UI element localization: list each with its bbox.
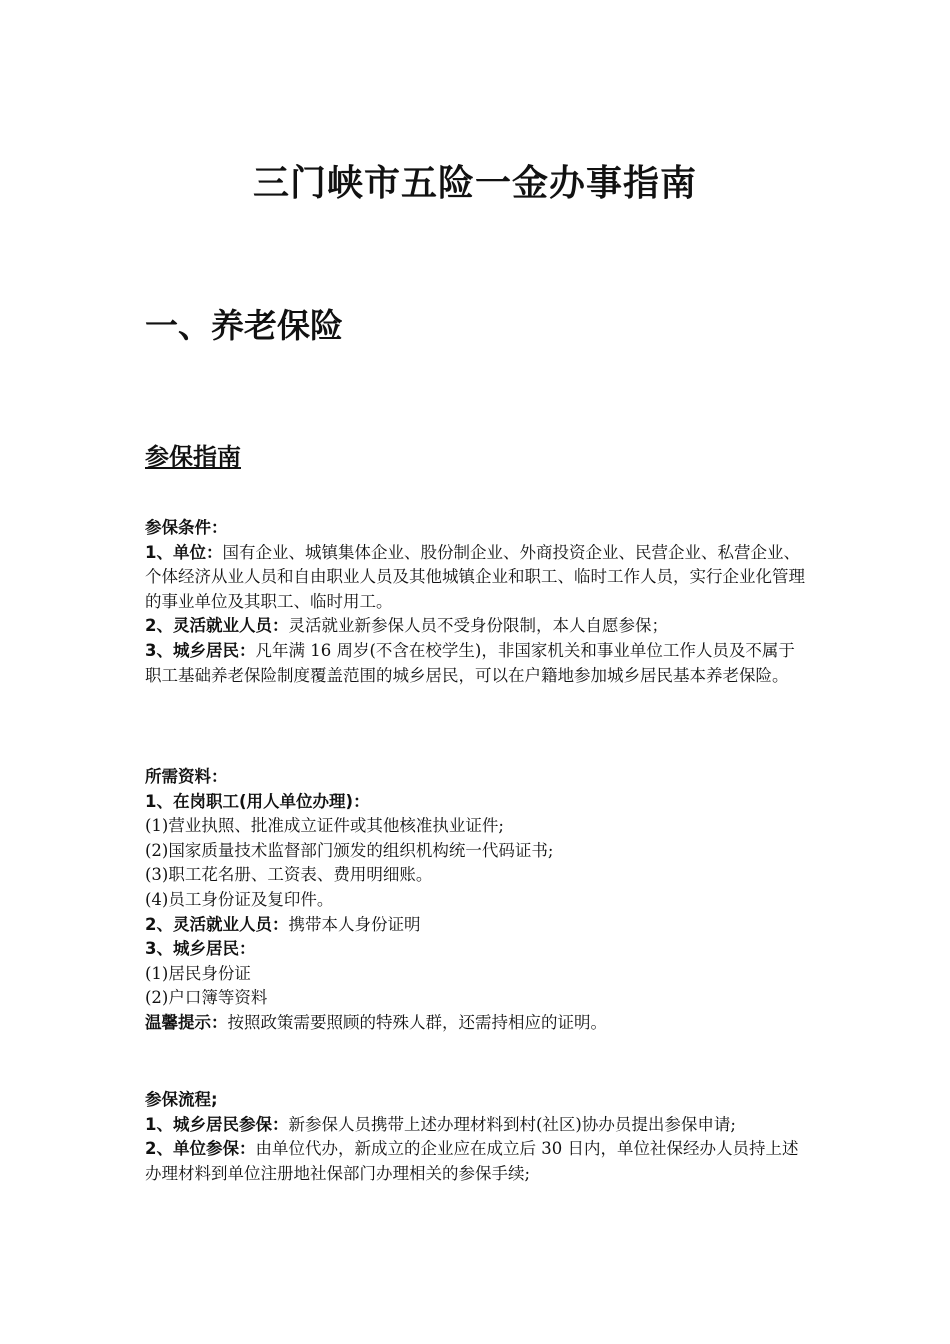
tip-label: 温馨提示： — [145, 1012, 228, 1032]
process-item — [145, 1137, 810, 1186]
condition-text: 灵活就业新参保人员不受身份限制，本人自愿参保； — [288, 616, 668, 636]
materials-group-label: 3、城乡居民： — [145, 939, 256, 959]
conditions-heading: 参保条件： — [145, 518, 228, 537]
condition-item — [145, 541, 810, 615]
section-heading: 一、养老保险 — [145, 306, 343, 345]
materials-group-label: 1、在岗职工(用人单位办理)： — [145, 791, 370, 811]
materials-heading: 所需资料： — [145, 767, 228, 786]
materials-item: (3)职工花名册、工资表、费用明细账。 — [145, 865, 433, 885]
materials-item — [145, 913, 810, 938]
process-label: 2、单位参保： — [145, 1139, 256, 1159]
condition-label: 1、单位： — [145, 542, 223, 562]
condition-item — [145, 639, 810, 688]
condition-label: 3、城乡居民： — [145, 640, 256, 660]
materials-text: 携带本人身份证明 — [288, 914, 421, 934]
condition-item — [145, 614, 810, 639]
materials-group-label: 2、灵活就业人员： — [145, 914, 289, 934]
conditions-section — [145, 516, 810, 688]
tip-text: 按照政策需要照顾的特殊人群，还需持相应的证明。 — [227, 1012, 607, 1032]
document-title: 三门峡市五险一金办事指南 — [252, 162, 697, 204]
process-item — [145, 1113, 810, 1138]
tip-line — [145, 1011, 810, 1036]
subsection-heading: 参保指南 — [145, 442, 241, 471]
materials-item: (2)户口簿等资料 — [145, 988, 268, 1008]
condition-text: 凡年满 16 周岁(不含在校学生)，非国家机关和事业单位工作人员及不属于职工基础养老保险制度覆盖范围的城乡居民，可以在户籍地参加城乡居民基本养老保险。 — [145, 640, 795, 685]
process-label: 1、城乡居民参保： — [145, 1114, 289, 1134]
materials-item: (1)居民身份证 — [145, 963, 251, 983]
process-text: 由单位代办，新成立的企业应在成立后 30 日内，单位社保经办人员持上述办理材料到单位注册地社保部门办理相关的参保手续; — [145, 1139, 799, 1183]
process-section — [145, 1088, 810, 1186]
materials-section — [145, 765, 810, 1036]
process-text: 新参保人员携带上述办理材料到村(社区)协办员提出参保申请; — [288, 1114, 736, 1134]
process-heading: 参保流程; — [145, 1090, 218, 1109]
condition-label: 2、灵活就业人员： — [145, 616, 289, 636]
materials-item: (2)国家质量技术监督部门颁发的组织机构统一代码证书; — [145, 840, 554, 860]
condition-text: 国有企业、城镇集体企业、股份制企业、外商投资企业、民营企业、私营企业、个体经济从业人员和自由职业人员及其他城镇企业和职工、临时工作人员，实行企业化管理的事业单位及其职工、临时用工。 — [145, 542, 805, 611]
materials-item: (1)营业执照、批准成立证件或其他核准执业证件; — [145, 816, 504, 836]
materials-item: (4)员工身份证及复印件。 — [145, 889, 334, 909]
